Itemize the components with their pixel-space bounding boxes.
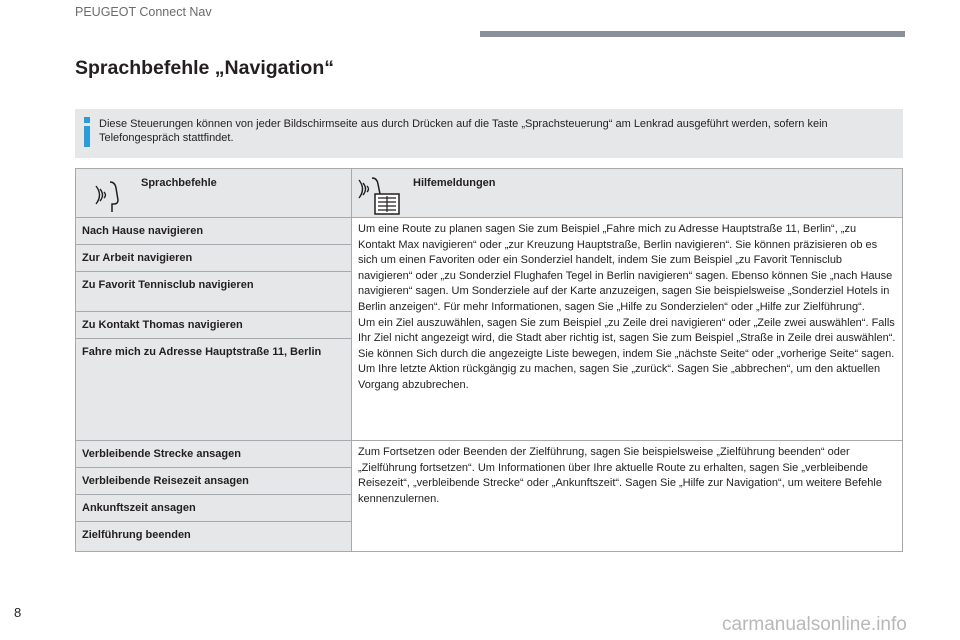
- table-row: [76, 441, 903, 468]
- help-message-icon: [356, 174, 404, 216]
- info-icon: [83, 117, 91, 147]
- info-text: Diese Steuerungen können von jeder Bildschirmseite aus durch Drücken auf die Taste „Sprachsteuerung“ am Lenkrad ausgeführt werden, sofern kein Telefongespräch stattfindet.: [99, 118, 828, 144]
- help-cell: [352, 441, 903, 552]
- table-row: [76, 218, 903, 245]
- info-box: [75, 109, 903, 158]
- command-cell: Zu Kontakt Thomas navigieren: [76, 312, 352, 339]
- watermark: carmanualsonline.info: [722, 614, 907, 635]
- col2-header-label: Hilfemeldungen: [413, 177, 496, 189]
- help-text: Zum Fortsetzen oder Beenden der Zielführung, sagen Sie beispielsweise „Zielführung beenden“ oder „Zielführung fortsetzen“. Um Informationen über Ihre aktuelle Route zu erhalten, sagen Sie „verbleibende Reisezeit“, „verbleibende Strecke“ oder „Ankunftszeit“. Sagen Sie „Hilfe zur Navigation“, um weitere Befehle kennenzulernen.: [358, 446, 882, 505]
- command-cell: Nach Hause navigieren: [76, 218, 352, 245]
- voice-command-table: [75, 168, 903, 552]
- command-cell: Zu Favorit Tennisclub navigieren: [76, 272, 352, 312]
- page-number: 8: [14, 605, 22, 620]
- command-cell: Verbleibende Strecke ansagen: [76, 441, 352, 468]
- header-bar: [480, 31, 905, 37]
- command-cell: Zur Arbeit navigieren: [76, 245, 352, 272]
- page-title: Sprachbefehle „Navigation“: [75, 57, 334, 79]
- col1-header-label: Sprachbefehle: [141, 177, 217, 189]
- col2-header: [352, 169, 903, 218]
- command-cell: Zielführung beenden: [76, 522, 352, 552]
- help-text: Um eine Route zu planen sagen Sie zum Beispiel „Fahre mich zu Adresse Hauptstraße 11, Berlin“, „zu Kontakt Max navigieren“ oder „zur Kreuzung Hauptstraße, Berlin navigieren“. Sie können präzisieren ob es sich um einen Favoriten oder ein Sonderziel handelt, indem Sie zum Beispiel „zu Favorit Tennisclub navigieren“ oder „zu Sonderziel Flughafen Tegel in Berlin navigieren“ sagen. Ebenso können Sie „nach Hause navigieren“ sagen. Um Sonderziele auf der Karte anzuzeigen, sagen Sie beispielsweise „Sonderziel Hotels in Berlin anzeigen“. Für mehr Informationen, sagen Sie „Hilfe zu Sonderzielen“ oder „Hilfe zur Zielführung“. Um ein Ziel auszuwählen, sagen Sie zum Beispiel „zu Zeile drei navigieren“ oder „Zeile zwei auswählen“. Falls Ihr Ziel nicht angezeigt wird, die Stadt aber richtig ist, sagen Sie zum Beispiel „Straße in Zeile drei auswählen“. Sie können Sich durch die angezeigte Liste bewegen, indem Sie „nächste Seite“ oder „vorherige Seite“ sagen. Um Ihre letzte Aktion rückgängig zu machen, sagen Sie „zurück“. Sagen Sie „abbrechen“, um den aktuellen Vorgang abzubrechen.: [358, 223, 896, 391]
- help-cell: [352, 218, 903, 441]
- running-title: PEUGEOT Connect Nav: [75, 5, 212, 19]
- col1-header: [76, 169, 352, 218]
- table-header-row: [76, 169, 903, 218]
- command-cell: Verbleibende Reisezeit ansagen: [76, 468, 352, 495]
- voice-command-icon: [90, 178, 122, 214]
- command-cell: Ankunftszeit ansagen: [76, 495, 352, 522]
- command-cell: Fahre mich zu Adresse Hauptstraße 11, Berlin: [76, 339, 352, 441]
